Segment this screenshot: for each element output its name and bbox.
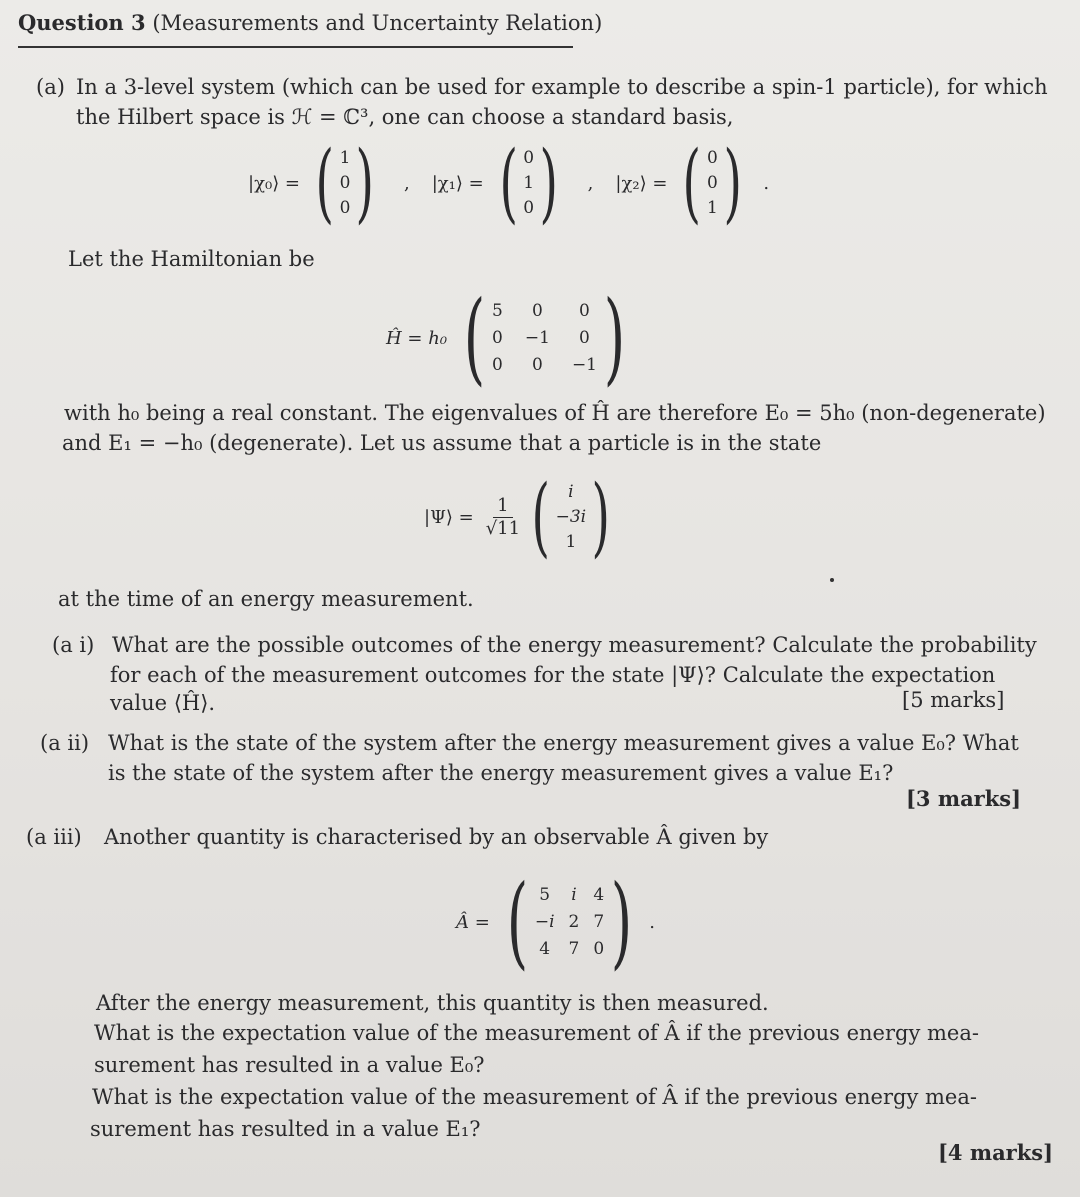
- state-entry: 1: [565, 531, 577, 552]
- basis-1-entry: 1: [523, 172, 535, 193]
- part-aii-line2: is the state of the system after the energy measurement gives a value E₁?: [108, 761, 894, 785]
- basis-2-entry: 1: [706, 197, 718, 218]
- part-aiii-q2-line1: What is the expectation value of the measurement of Â if the previous energy mea-: [92, 1085, 977, 1109]
- matrix-cell: 2: [568, 911, 580, 932]
- part-ai-marks: [5 marks]: [902, 688, 1005, 712]
- part-aiii-marks: [4 marks]: [938, 1140, 1054, 1165]
- basis-2-vector: ( 0 0 1 ): [682, 133, 742, 233]
- question-number: Question 3: [18, 10, 146, 35]
- state-vector: ( i −3i 1 ): [531, 467, 611, 567]
- part-aiii-line1: Another quantity is characterised by an observable Â given by: [104, 825, 769, 849]
- title-underline: [18, 46, 573, 48]
- basis-vectors: [248, 133, 791, 233]
- basis-2-entry: 0: [706, 172, 718, 193]
- matrix-cell: 5: [492, 300, 503, 321]
- basis-0-label: |χ₀⟩ =: [248, 172, 301, 194]
- at-time-text: at the time of an energy measurement.: [58, 587, 474, 611]
- matrix-cell: 0: [492, 354, 503, 375]
- part-aiii-label: (a iii): [26, 825, 82, 849]
- matrix-cell: 0: [593, 938, 605, 959]
- question-title: [18, 10, 602, 35]
- matrix-cell: 4: [539, 938, 551, 959]
- observable-matrix: ( 5 i 4 −i 2 7 4 7 0 ): [506, 863, 633, 980]
- observable-equation: [456, 863, 677, 980]
- matrix-cell: 0: [531, 300, 543, 321]
- basis-2-entry: 0: [706, 147, 718, 168]
- matrix-cell: 0: [579, 300, 590, 321]
- fraction-denominator: √11: [485, 517, 521, 539]
- matrix-cell: 5: [539, 884, 551, 905]
- part-aiii-q2-line2: surement has resulted in a value E₁?: [90, 1117, 481, 1141]
- part-aii-line1: What is the state of the system after the energy measurement gives a value E₀? What: [108, 731, 1019, 755]
- basis-1-vector: ( 0 1 0 ): [499, 133, 559, 233]
- part-ai-line1: What are the possible outcomes of the energy measurement? Calculate the probability: [112, 633, 1037, 657]
- normalization-fraction: [486, 495, 520, 540]
- matrix-end-dot: .: [649, 911, 655, 933]
- part-ai-line3: value ⟨Ĥ⟩.: [110, 691, 216, 715]
- part-a-label: (a): [36, 75, 65, 99]
- matrix-cell: 0: [531, 354, 543, 375]
- matrix-cell: i: [571, 884, 577, 905]
- state-entry: −3i: [555, 506, 587, 527]
- matrix-cell: −1: [571, 354, 597, 375]
- stray-mark: [830, 578, 834, 582]
- hamiltonian-matrix: ( 5 0 0 0 −1 0 0 0 −1 ): [463, 279, 626, 396]
- basis-end: .: [763, 172, 770, 194]
- basis-2-label: |χ₂⟩ =: [615, 172, 668, 194]
- matrix-cell: 0: [492, 327, 503, 348]
- state-equation: [424, 467, 618, 567]
- part-ai-label: (a i): [52, 633, 95, 657]
- hamiltonian-equation: [386, 279, 634, 396]
- matrix-cell: 0: [579, 327, 590, 348]
- part-aiii-q1-line2: surement has resulted in a value E₀?: [94, 1053, 485, 1077]
- state-entry: i: [568, 481, 574, 502]
- matrix-cell: 4: [593, 884, 605, 905]
- basis-1-label: |χ₁⟩ =: [431, 172, 484, 194]
- matrix-cell: −1: [524, 327, 550, 348]
- basis-sep: ,: [403, 172, 410, 194]
- eigen-line2: and E₁ = −h₀ (degenerate). Let us assume that a particle is in the state: [62, 431, 822, 455]
- basis-0-entry: 0: [339, 172, 351, 193]
- state-label: |Ψ⟩ =: [424, 506, 474, 528]
- observable-label: Â =: [456, 911, 490, 933]
- basis-sep: ,: [587, 172, 594, 194]
- matrix-cell: −i: [534, 911, 555, 932]
- basis-1-entry: 0: [523, 197, 535, 218]
- part-aii-label: (a ii): [40, 731, 90, 755]
- part-aiii-after: After the energy measurement, this quantity is then measured.: [96, 991, 769, 1015]
- basis-0-vector: ( 1 0 0 ): [315, 133, 375, 233]
- part-aii-marks: [3 marks]: [906, 786, 1022, 811]
- part-a-line1: In a 3-level system (which can be used for example to describe a spin-1 particle), for which: [76, 75, 1048, 99]
- basis-0-entry: 1: [339, 147, 351, 168]
- basis-1-entry: 0: [523, 147, 535, 168]
- hamiltonian-intro: Let the Hamiltonian be: [68, 247, 315, 271]
- basis-0-entry: 0: [339, 197, 351, 218]
- matrix-cell: 7: [568, 938, 580, 959]
- part-a-line2: the Hilbert space is ℋ = ℂ³, one can choose a standard basis,: [76, 105, 734, 129]
- fraction-numerator: 1: [493, 495, 512, 518]
- question-topic: (Measurements and Uncertainty Relation): [152, 11, 603, 35]
- eigen-line1: with h₀ being a real constant. The eigenvalues of Ĥ are therefore E₀ = 5h₀ (non-degenerate): [64, 401, 1046, 425]
- matrix-cell: 7: [593, 911, 605, 932]
- hamiltonian-label: Ĥ = h₀: [386, 327, 448, 349]
- part-aiii-q1-line1: What is the expectation value of the measurement of Â if the previous energy mea-: [94, 1021, 979, 1045]
- part-ai-line2: for each of the measurement outcomes for the state |Ψ⟩? Calculate the expectation: [110, 663, 996, 687]
